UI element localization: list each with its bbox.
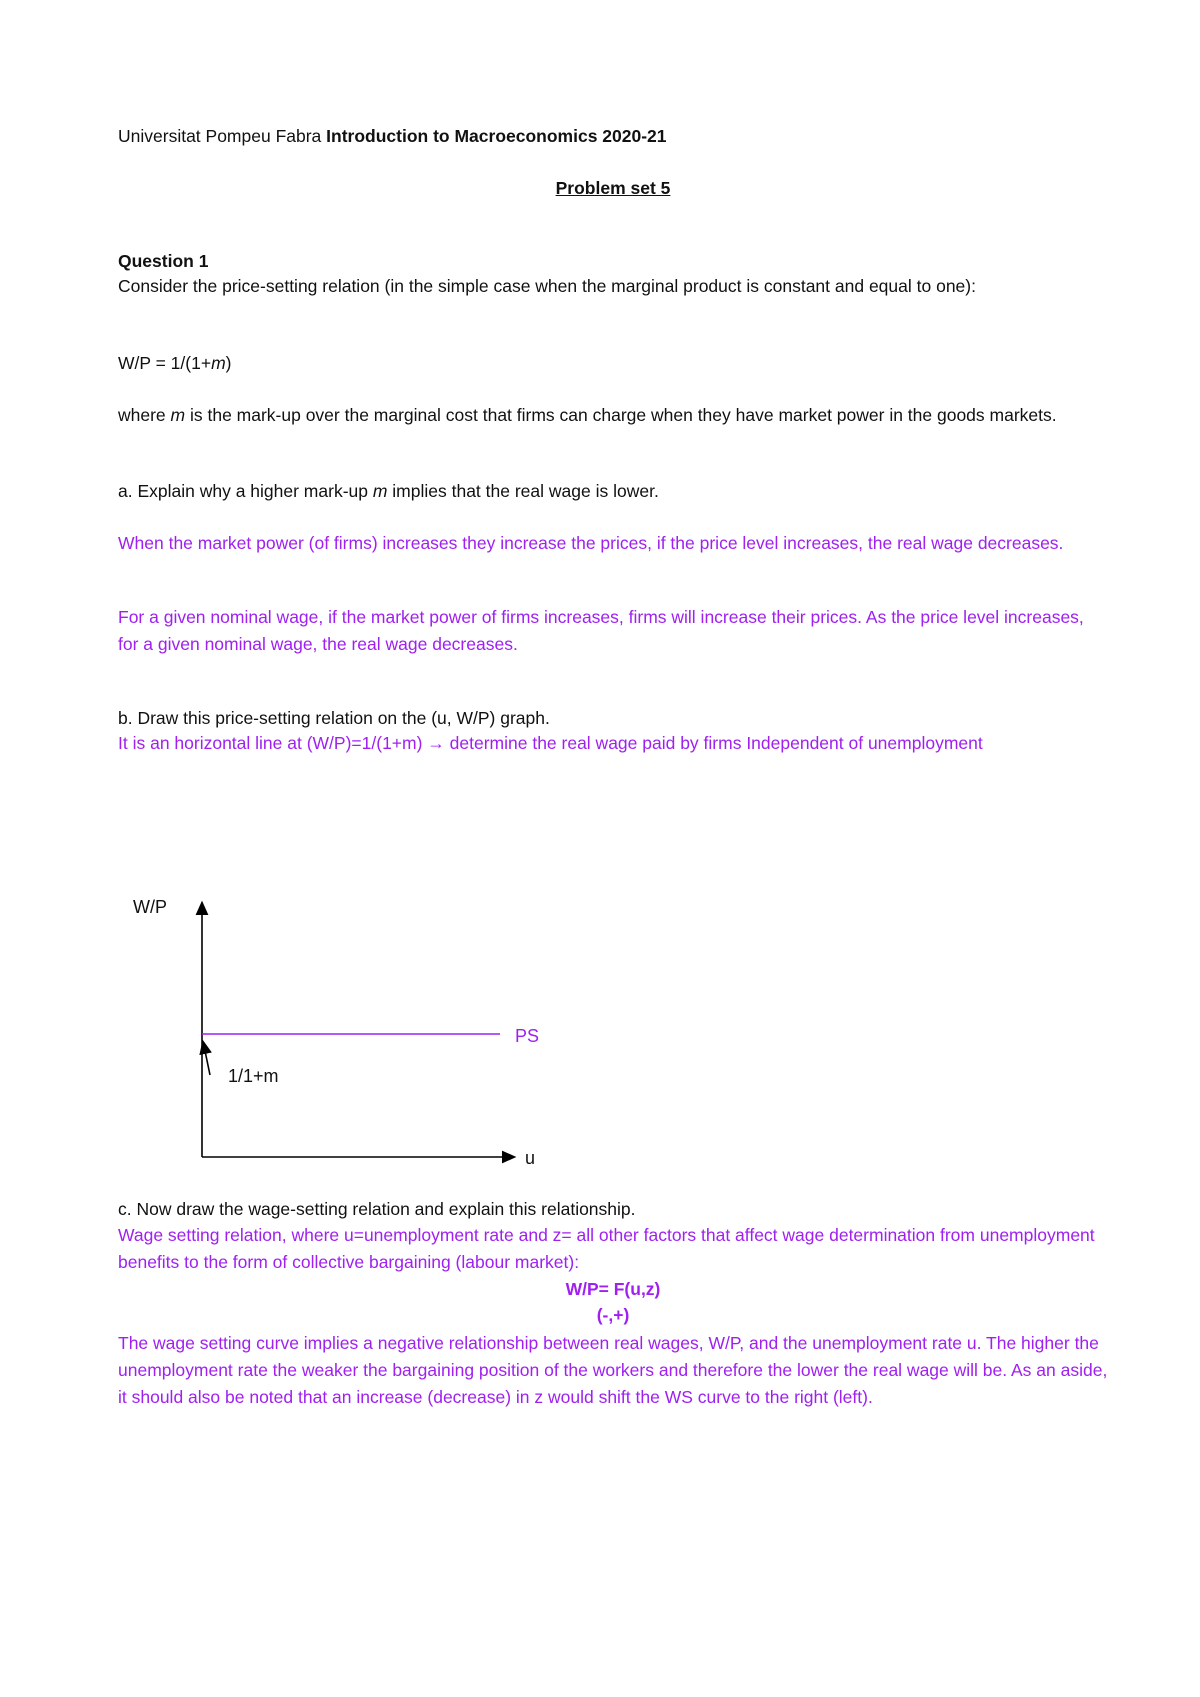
course-title: Introduction to Macroeconomics 2020-21 [326,126,667,146]
page-title: Problem set 5 [555,178,671,198]
price-setting-equation: W/P = 1/(1+m) [118,353,232,373]
level-pointer-arrow [204,1046,210,1075]
part-a-answer-1: When the market power (of firms) increases they increase the prices, if the price level increases, the real wage decreases. [118,533,1064,553]
ps-line-label: PS [515,1026,540,1046]
part-c-answer-2: The wage setting curve implies a negative relationship between real wages, W/P, and the unemployment rate u. The higher the unemployment rate the weaker the bargaining position of the workers and therefore the lower the real wage will be. As an aside, it should also be noted that an increase (decrease) in z would shift the WS curve to the right (left). [118,1333,1108,1407]
question-heading: Question 1 [118,251,209,271]
institution-name: Universitat Pompeu Fabra [118,126,322,146]
question-intro: Consider the price-setting relation (in the simple case when the marginal product is constant and equal to one): [118,276,976,296]
y-axis-label: W/P [133,897,167,917]
part-a-answer-2: For a given nominal wage, if the market power of firms increases, firms will increase their prices. As the price level increases, for a given nominal wage, the real wage decreases. [118,607,1084,654]
part-a-question: a. Explain why a higher mark-up m implies that the real wage is lower. [118,481,659,501]
x-axis-label: u [525,1148,536,1168]
part-c-answer-1: Wage setting relation, where u=unemployment rate and z= all other factors that affect wage determination from unemployment benefits to the form of collective bargaining (labour market): [118,1225,1095,1272]
markup-definition: where m is the mark-up over the marginal cost that firms can charge when they have market power in the goods markets. [118,405,1057,425]
part-b-question: b. Draw this price-setting relation on the (u, W/P) graph. [118,708,550,728]
wage-setting-signs: (-,+) [596,1305,630,1325]
part-b-answer: It is an horizontal line at (W/P)=1/(1+m) → determine the real wage paid by firms Independent of unemployment [118,733,983,753]
wage-setting-formula: W/P= F(u,z) [565,1279,661,1299]
part-c-question: c. Now draw the wage-setting relation and explain this relationship. [118,1199,636,1219]
level-label: 1/1+m [228,1066,279,1086]
